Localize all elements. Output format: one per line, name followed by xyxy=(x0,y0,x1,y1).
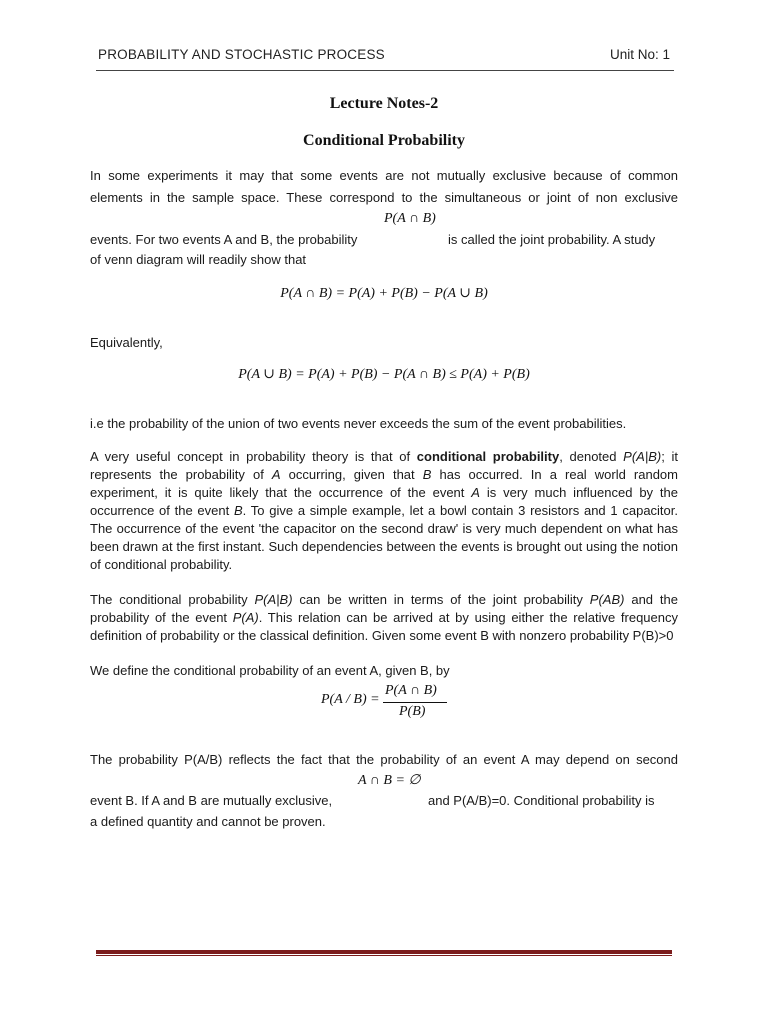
fraction-bar xyxy=(383,702,447,703)
footer-divider-thick xyxy=(96,950,672,954)
mutually-exclusive-symbol: A ∩ B = ∅ xyxy=(358,773,421,788)
union-note: i.e the probability of the union of two events never exceeds the sum of the event probabilities. xyxy=(90,416,627,431)
term-conditional-probability: conditional probability xyxy=(416,449,560,464)
definition-intro: We define the conditional probability of an event A, given B, by xyxy=(90,663,450,678)
header-title: PROBABILITY AND STOCHASTIC PROCESS xyxy=(98,47,385,62)
header-unit: Unit No: 1 xyxy=(609,47,670,62)
section-title: Conditional Probability xyxy=(303,132,465,149)
equation-joint: P(A ∩ B) = P(A) + P(B) − P(A ∪ B) xyxy=(280,286,488,301)
closing-line-3: a defined quantity and cannot be proven. xyxy=(90,814,326,829)
conditional-probability-formula xyxy=(321,683,461,727)
closing-line-2b: and P(A/B)=0. Conditional probability is xyxy=(428,793,655,808)
intro-line-3b: is called the joint probability. A study xyxy=(448,232,656,247)
footer-divider-thin xyxy=(96,955,672,956)
intro-line-3a: events. For two events A and B, the probability xyxy=(90,232,358,247)
header-divider xyxy=(96,70,674,71)
formula-numerator: P(A ∩ B) xyxy=(385,683,437,698)
lecture-title: Lecture Notes-2 xyxy=(329,95,439,112)
equation-union: P(A ∪ B) = P(A) + P(B) − P(A ∩ B) ≤ P(A) + P(B) xyxy=(238,367,530,382)
relation-paragraph: The conditional probability P(A|B) can be written in terms of the joint probability P(AB) and the probability of the event P(A). This relation can be arrived at by using either the relative frequency definition of probability or the classical definition. Given some event B with nonzero probability P(B)>0 xyxy=(90,592,678,643)
formula-lhs: P(A / B) = xyxy=(321,692,380,707)
closing-line-1: The probability P(A/B) reflects the fact that the probability of an event A may depend on second xyxy=(90,752,678,767)
equivalently-label: Equivalently, xyxy=(90,335,163,350)
intro-line-2: elements in the sample space. These correspond to the simultaneous or joint of non exclusive xyxy=(90,190,678,205)
page-header xyxy=(96,47,672,67)
intro-line-1: In some experiments it may that some events are not mutually exclusive because of common xyxy=(90,168,678,183)
joint-probability-symbol: P(A ∩ B) xyxy=(384,211,436,226)
concept-paragraph: A very useful concept in probability theory is that of conditional probability, denoted P(A|B); it represents the probability of A occurring, given that B has occurred. In a real world random experiment, it is quite likely that the occurrence of the event A is very much influenced by the occurrence of the event B. To give a simple example, let a bowl contain 3 resistors and 1 capacitor. The occurrence of the event 'the capacitor on the second draw' is very much dependent on what has been drawn at the first instant. Such dependencies between the events is brought out using the notion of conditional probability. xyxy=(90,449,679,572)
closing-line-2a: event B. If A and B are mutually exclusive, xyxy=(90,793,333,808)
formula-denominator: P(B) xyxy=(399,704,426,719)
intro-line-4: of venn diagram will readily show that xyxy=(90,252,307,267)
